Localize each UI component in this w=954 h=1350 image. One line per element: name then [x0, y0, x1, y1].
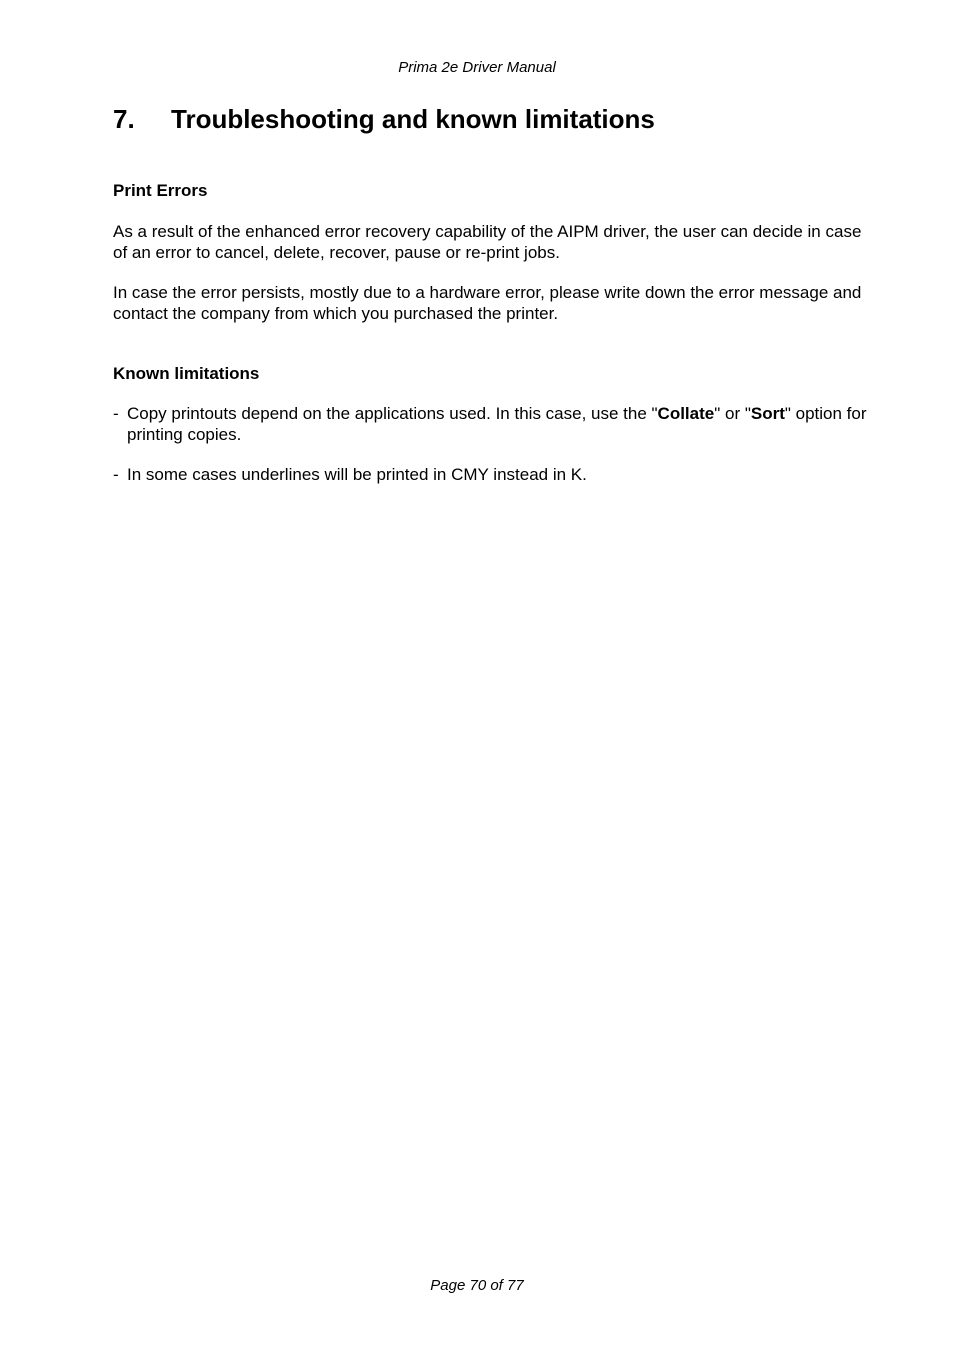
bullet-dash: - — [113, 404, 119, 423]
bullet-dash: - — [113, 465, 119, 484]
print-errors-paragraph-2: In case the error persists, mostly due to a hardware error, please write down the error message and contact the company from which you purchased the printer. — [113, 283, 862, 323]
chapter-title-text: Troubleshooting and known limitations — [171, 104, 655, 134]
chapter-title — [113, 103, 655, 135]
running-header: Prima 2e Driver Manual — [398, 59, 556, 76]
chapter-number: 7. — [113, 104, 135, 134]
limitation-text-part: " option for printing copies. — [127, 404, 867, 444]
limitation-item-copy-printouts — [113, 404, 873, 445]
collate-option-label: Collate — [657, 404, 715, 423]
limitation-item-text: In some cases underlines will be printed in CMY instead in K. — [127, 465, 587, 484]
known-limitations-heading: Known limitations — [113, 364, 260, 383]
print-errors-paragraph-1: As a result of the enhanced error recovery capability of the AIPM driver, the user can decide in case of an error to cancel, delete, recover, pause or re-print jobs. — [113, 222, 862, 262]
print-errors-heading: Print Errors — [113, 181, 208, 200]
page-number-footer: Page 70 of 77 — [430, 1277, 524, 1294]
sort-option-label: Sort — [750, 404, 785, 423]
limitation-text-part: Copy printouts depend on the applications used. In this case, use the " — [127, 404, 658, 423]
limitation-item-underlines — [113, 465, 873, 486]
limitation-text-part: " or " — [714, 404, 751, 423]
limitation-item-text — [127, 404, 873, 445]
